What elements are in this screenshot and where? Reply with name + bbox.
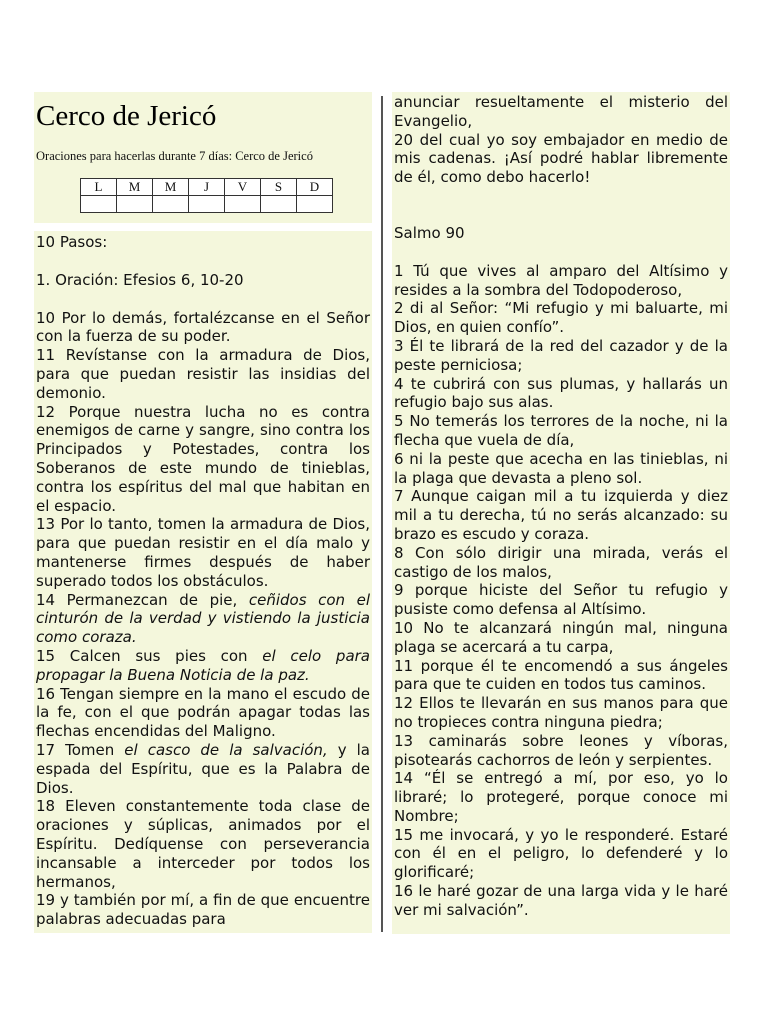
day-cell: S	[261, 179, 297, 196]
psalm-verse-6: 6 ni la peste que acecha en las tinieblas, ni la plaga que devasta a pleno sol.	[394, 449, 728, 487]
page-title: Cerco de Jericó	[36, 100, 217, 132]
verse-15-text: 15 Calcen sus pies con	[36, 646, 263, 665]
ephesians-block	[34, 231, 372, 933]
psalm-verse-7: 7 Aunque caigan mil a tu izquierda y diez mil a tu derecha, tú no serás alcanzado: su brazo es escudo y coraza.	[394, 487, 728, 543]
day-cell: L	[81, 179, 117, 196]
check-cell	[225, 196, 261, 213]
verse-11: 11 Revístanse con la armadura de Dios, para que puedan resistir las insidias del demonio.	[36, 346, 370, 402]
verse-12: 12 Porque nuestra lucha no es contra enemigos de carne y sangre, sino contra los Principados y Potestades, contra los Soberanos de este mundo de tinieblas, contra los espíritus del mal que habitan en el espacio.	[36, 402, 370, 515]
verse-20: 20 del cual yo soy embajador en medio de mis cadenas. ¡Así podré hablar libremente de él, como debo hacerlo!	[394, 130, 728, 187]
psalm-heading: Salmo 90	[394, 223, 465, 242]
verse-15-italic: el celo para propagar la Buena Noticia de la paz.	[36, 646, 370, 684]
verse-14-italic: ceñidos con el cinturón de la verdad y vistiendo la justicia como coraza.	[36, 590, 370, 647]
verse-17	[36, 741, 370, 797]
psalm-verse-9: 9 porque hiciste del Señor tu refugio y pusiste como defensa al Altísimo.	[394, 581, 728, 619]
psalm-verse-13: 13 caminarás sobre leones y víboras, pisotearás cachorros de león y serpientes.	[394, 731, 728, 769]
psalm-verse-2: 2 di al Señor: “Mi refugio y mi baluarte, mi Dios, en quien confío”.	[394, 299, 728, 337]
psalm-verse-11: 11 porque él te encomendó a sus ángeles para que te cuiden en todos tus caminos.	[394, 656, 728, 694]
verse-17-text: 17 Tomen	[36, 740, 125, 759]
verse-19: 19 y también por mí, a fin de que encuentre palabras adecuadas para	[36, 891, 370, 929]
days-check-row	[81, 196, 333, 213]
psalm-verse-3: 3 Él te librará de la red del cazador y de la peste perniciosa;	[394, 336, 728, 374]
psalm-verse-1: 1 Tú que vives al amparo del Altísimo y resides a la sombra del Todopoderoso,	[394, 261, 728, 299]
verse-17-tail: y la espada del Espíritu, que es la Palabra de Dios.	[36, 740, 370, 797]
psalm-verse-10: 10 No te alcanzará ningún mal, ninguna plaga se acercará a tu carpa,	[394, 618, 728, 656]
prayer-heading: 1. Oración: Efesios 6, 10-20	[36, 270, 244, 289]
psalm-verse-16: 16 le haré gozar de una larga vida y le haré ver mi salvación”.	[394, 882, 728, 919]
day-cell: V	[225, 179, 261, 196]
day-cell: M	[153, 179, 189, 196]
verse-14	[36, 591, 370, 647]
psalm-verse-15: 15 me invocará, y yo le responderé. Estaré con él en el peligro, lo defenderé y lo glorificaré;	[394, 825, 728, 882]
psalm-verse-8: 8 Con sólo dirigir una mirada, verás el castigo de los malos,	[394, 543, 728, 581]
right-column	[392, 92, 730, 934]
steps-heading: 10 Pasos:	[36, 233, 108, 251]
verse-continuation: anunciar resueltamente el misterio del Evangelio,	[394, 93, 728, 130]
psalm-verse-5: 5 No temerás los terrores de la noche, ni la flecha que vuela de día,	[394, 412, 728, 449]
column-divider	[381, 96, 383, 932]
psalm-verse-12: 12 Ellos te llevarán en sus manos para que no tropieces contra ninguna piedra;	[394, 694, 728, 731]
days-header-row	[81, 179, 333, 196]
verse-16: 16 Tengan siempre en la mano el escudo de la fe, con el que podrán apagar todas las flechas encendidas del Maligno.	[36, 684, 370, 741]
verse-14-text: 14 Permanezcan de pie,	[36, 590, 249, 609]
verse-18: 18 Eleven constantemente toda clase de oraciones y súplicas, animados por el Espíritu. Dedíquense con perseverancia incansable a interceder por todos los hermanos,	[36, 797, 370, 891]
day-cell: J	[189, 179, 225, 196]
check-cell	[297, 196, 333, 213]
subtitle: Oraciones para hacerlas durante 7 días: Cerco de Jericó	[36, 149, 313, 163]
verse-17-italic: el casco de la salvación,	[124, 740, 328, 759]
check-cell	[117, 196, 153, 213]
check-cell	[261, 196, 297, 213]
verse-13: 13 Por lo tanto, tomen la armadura de Dios, para que puedan resistir en el día malo y mantenerse firmes después de haber superado todos los obstáculos.	[36, 515, 370, 590]
day-cell: D	[297, 179, 333, 196]
check-cell	[153, 196, 189, 213]
verse-10: 10 Por lo demás, fortalézcanse en el Señor con la fuerza de su poder.	[36, 308, 370, 346]
psalm-verse-14: 14 “Él se entregó a mí, por eso, yo lo libraré; lo protegeré, porque conoce mi Nombre;	[394, 769, 728, 825]
psalm-verse-4: 4 te cubrirá con sus plumas, y hallarás un refugio bajo sus alas.	[394, 374, 728, 412]
days-table	[80, 178, 333, 213]
day-cell: M	[117, 179, 153, 196]
header-block	[34, 92, 372, 223]
verse-15	[36, 647, 370, 685]
psalm-block	[392, 92, 730, 934]
left-column	[34, 92, 372, 933]
check-cell	[189, 196, 225, 213]
check-cell	[81, 196, 117, 213]
